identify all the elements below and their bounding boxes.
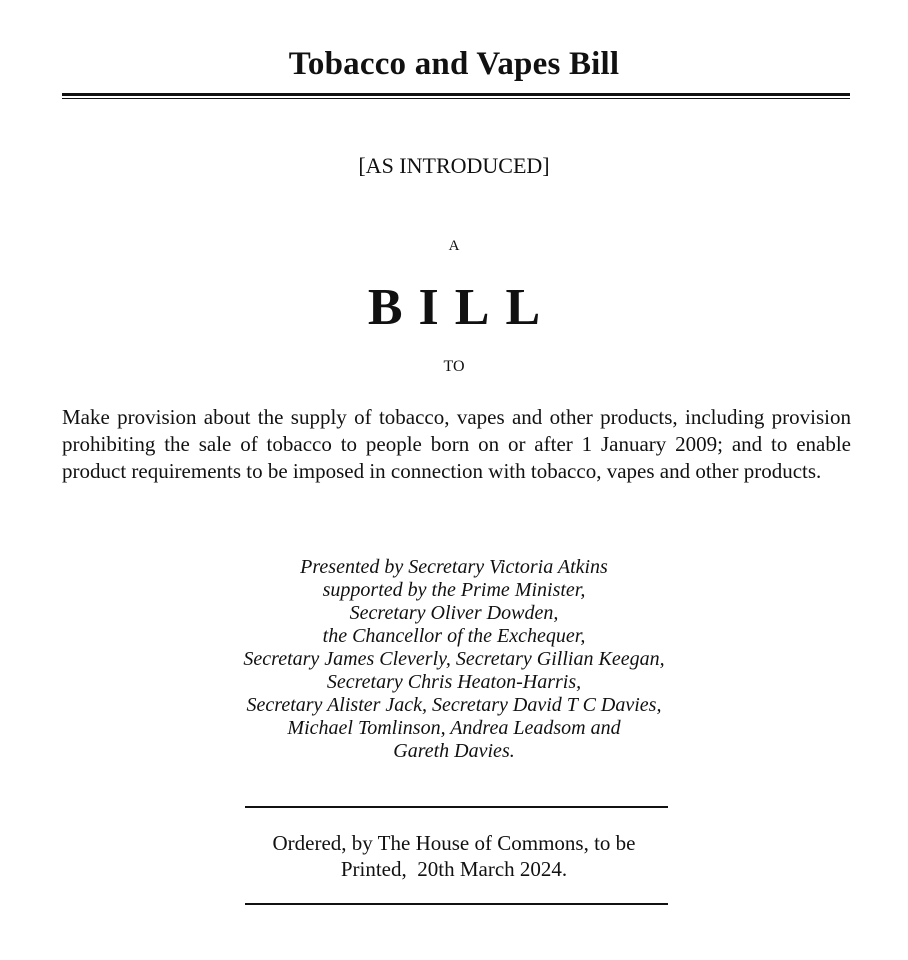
bill-heading: BILL	[367, 279, 557, 336]
presenter-line: Gareth Davies.	[393, 740, 515, 762]
presenter-line: Secretary James Cleverly, Secretary Gillian Keegan,	[243, 648, 665, 670]
title-rule-thin	[62, 98, 850, 99]
long-title: Make provision about the supply of tobacco, vapes and other products, including provision prohibiting the sale of tobacco to people born on or after 1 January 2009; and to enable product requirements to be imposed in connection with tobacco, vapes and other products.	[62, 405, 851, 483]
presenter-line: Michael Tomlinson, Andrea Leadsom and	[287, 717, 621, 739]
presenters-block	[0, 556, 908, 763]
presenter-line: Presented by Secretary Victoria Atkins	[300, 556, 608, 578]
presenter-line: the Chancellor of the Exchequer,	[322, 625, 586, 647]
ordered-block	[0, 830, 908, 882]
presenter-line: Secretary Oliver Dowden,	[349, 602, 559, 624]
bill-status: [AS INTRODUCED]	[358, 153, 550, 178]
ordered-rule-top	[245, 806, 668, 808]
bill-title: Tobacco and Vapes Bill	[288, 46, 620, 82]
presenter-line: supported by the Prime Minister,	[322, 579, 586, 601]
ordered-line: Ordered, by The House of Commons, to be	[272, 831, 636, 855]
to-word: TO	[443, 358, 465, 375]
presenter-line: Secretary Chris Heaton-Harris,	[326, 671, 582, 693]
title-rule-thick	[62, 93, 850, 96]
ordered-line: Printed, 20th March 2024.	[340, 857, 568, 881]
article-a: A	[448, 238, 460, 254]
presenter-line: Secretary Alister Jack, Secretary David T C Davies,	[246, 694, 662, 716]
ordered-rule-bottom	[245, 903, 668, 905]
